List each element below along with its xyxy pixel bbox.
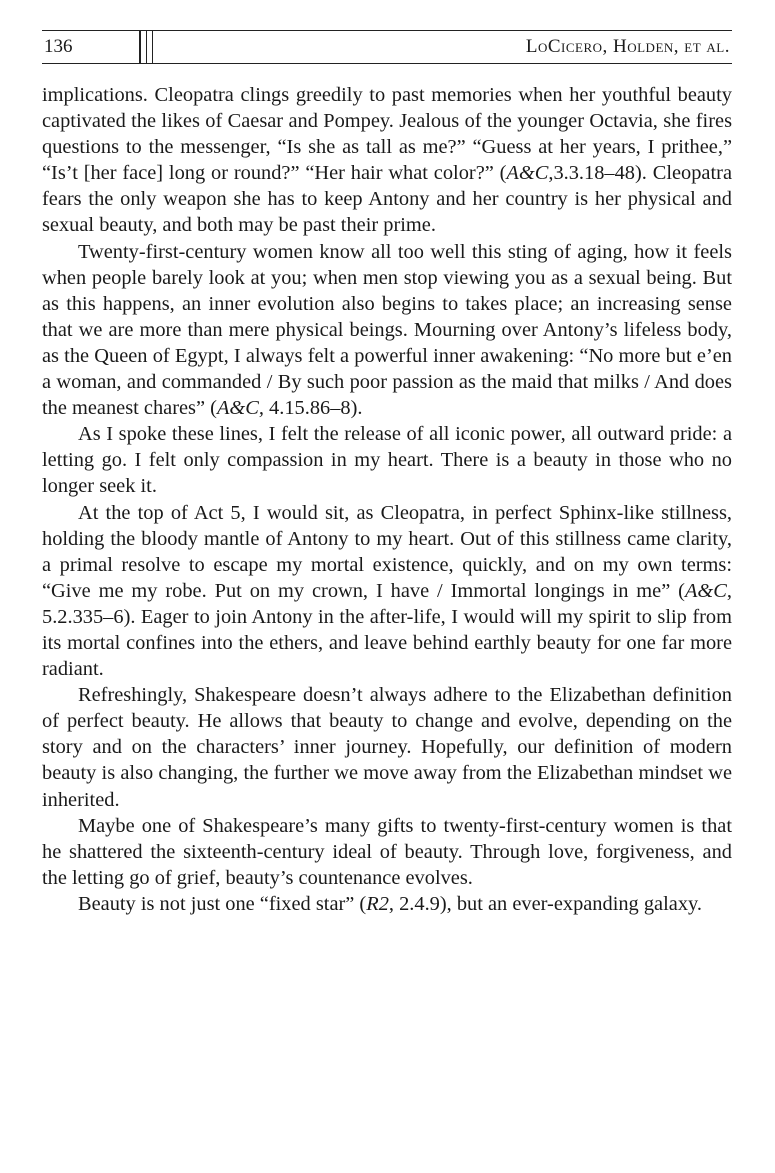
citation-italic: R2 [366,892,389,915]
text-run: Maybe one of Shakespeare’s many gifts to twenty-first-century women is that he shattered the sixteenth-century ideal of beauty. Through love, forgiveness, and the letting go of grief, beauty’s countenance evolves. [42,814,732,889]
citation-italic: A&C [684,579,727,602]
body-text [42,82,732,917]
text-run: ,3.3.18–48). Cleopatra fears the only weapon she has to keep Antony and her country is her physical and sexual beauty, and both may be past their prime. [42,162,732,237]
paragraph [42,813,732,891]
paragraph [42,239,732,422]
page-header [42,30,732,64]
running-head: LoCicero, Holden, et al. [525,36,730,57]
header-divider-rules [139,31,153,63]
paragraph [42,682,732,812]
citation-italic: A&C [506,162,549,185]
paragraph [42,500,732,683]
text-run: Twenty-first-century women know all too well this sting of aging, how it feels when people barely look at you; when men stop viewing you as a sexual being. But as this happens, an inner evolution also begins to takes place; an increasing sense that we are more than mere physical beings. Mourning over Antony’s lifeless body, as the Queen of Egypt, I always felt a powerful inner awakening: “No more but e’en a woman, and commanded / By such poor passion as the maid that milks / And does the meanest chares” ( [42,240,732,420]
text-run: , 5.2.335–6). Eager to join Antony in the after-life, I would will my spirit to slip from its mortal confines into the ethers, and leave behind earthly beauty for one far more radiant. [42,579,732,681]
text-run: , 2.4.9), but an ever-expanding galaxy. [388,892,702,915]
book-page [42,30,732,917]
page-number: 136 [44,36,73,57]
text-run: As I spoke these lines, I felt the release of all iconic power, all outward pride: a letting go. I felt only compassion in my heart. There is a beauty in those who no longer seek it. [42,423,732,498]
text-run: implications. Cleopatra clings greedily to past memories when her youthful beauty captivated the likes of Caesar and Pompey. Jealous of the younger Octavia, she fires questions to the messenger, “Is she as tall as me?” “Guess at her years, I prithee,” “Is’t [her face] long or round?” “Her hair what color?” ( [42,84,732,185]
paragraph [42,891,732,917]
text-run: Refreshingly, Shakespeare doesn’t always adhere to the Elizabethan definition of perfect beauty. He allows that beauty to change and evolve, depending on the story and on the characters’ inner journey. Hopefully, our definition of modern beauty is also changing, the further we move away from the Elizabethan mindset we inherited. [42,684,732,811]
text-run: Beauty is not just one “fixed star” ( [78,892,367,915]
text-run: 4.15.86–8). [263,397,363,420]
citation-italic: A&C, [216,397,264,420]
paragraph [42,421,732,499]
text-run: At the top of Act 5, I would sit, as Cleopatra, in perfect Sphinx-like stillness, holding the bloody mantle of Antony to my heart. Out of this stillness came clarity, a primal resolve to escape my mortal existence, quickly, and on my own terms: “Give me my robe. Put on my crown, I have / Immortal longings in me” ( [42,501,732,602]
paragraph [42,82,732,239]
